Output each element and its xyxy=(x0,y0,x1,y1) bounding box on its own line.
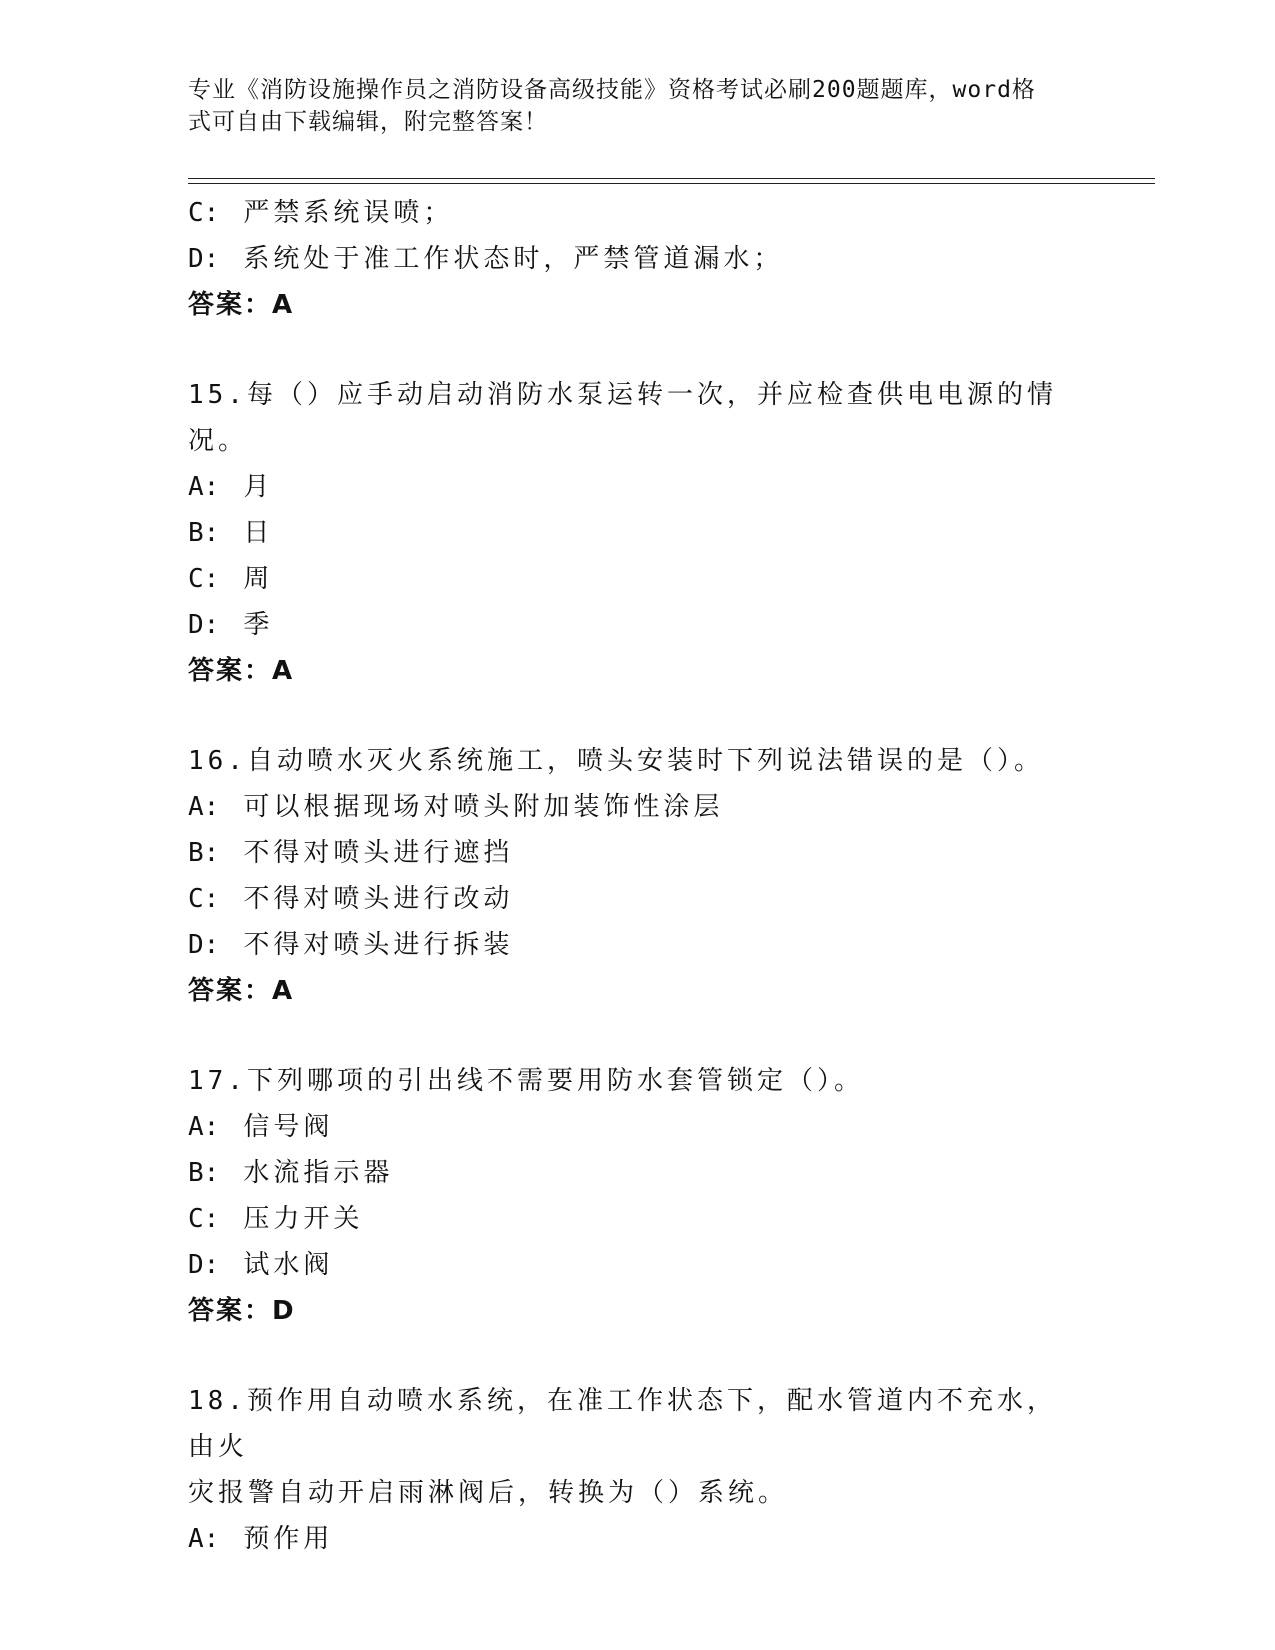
answer: 答案：D xyxy=(188,1296,296,1326)
option-d: D: 系统处于准工作状态时，严禁管道漏水； xyxy=(188,244,784,274)
option-d: D: 不得对喷头进行拆装 xyxy=(188,930,514,960)
question-text: 15.每（）应手动启动消防水泵运转一次，并应检查供电电源的情况。 xyxy=(188,380,1057,456)
option-d: D: 试水阀 xyxy=(188,1250,334,1280)
option-a: A: 可以根据现场对喷头附加装饰性涂层 xyxy=(188,792,724,822)
question-text: 16.自动喷水灭火系统施工，喷头安装时下列说法错误的是（）。 xyxy=(188,746,1044,776)
answer: 答案：A xyxy=(188,290,295,320)
option-b: B: 不得对喷头进行遮挡 xyxy=(188,838,514,868)
question-text: 17.下列哪项的引出线不需要用防水套管锁定（）。 xyxy=(188,1066,864,1096)
question-list xyxy=(188,190,1088,1562)
answer: 答案：A xyxy=(188,656,295,686)
question-17 xyxy=(188,1058,1088,1334)
header-rule-bottom xyxy=(188,183,1155,184)
option-c: C: 周 xyxy=(188,564,274,594)
question-text-line-1: 18.预作用自动喷水系统，在准工作状态下，配水管道内不充水，由火 xyxy=(188,1386,1057,1462)
option-d: D: 季 xyxy=(188,610,274,640)
option-c: C: 严禁系统误喷； xyxy=(188,198,454,228)
document-header xyxy=(188,74,1068,138)
option-b: B: 水流指示器 xyxy=(188,1158,394,1188)
question-15 xyxy=(188,372,1088,694)
option-a: A: 月 xyxy=(188,472,274,502)
question-text-line-2: 灾报警自动开启雨淋阀后，转换为（）系统。 xyxy=(188,1478,789,1508)
answer: 答案：A xyxy=(188,976,295,1006)
option-c: C: 压力开关 xyxy=(188,1204,364,1234)
option-a: A: 信号阀 xyxy=(188,1112,334,1142)
header-line-1: 专业《消防设施操作员之消防设备高级技能》资格考试必刷200题题库，word格 xyxy=(188,77,1036,103)
question-18 xyxy=(188,1378,1088,1562)
option-c: C: 不得对喷头进行改动 xyxy=(188,884,514,914)
option-a: A: 预作用 xyxy=(188,1524,334,1554)
question-14-tail xyxy=(188,190,1088,328)
header-rule-top xyxy=(188,178,1155,179)
question-16 xyxy=(188,738,1088,1014)
header-line-2: 式可自由下载编辑，附完整答案！ xyxy=(188,109,548,135)
option-b: B: 日 xyxy=(188,518,274,548)
